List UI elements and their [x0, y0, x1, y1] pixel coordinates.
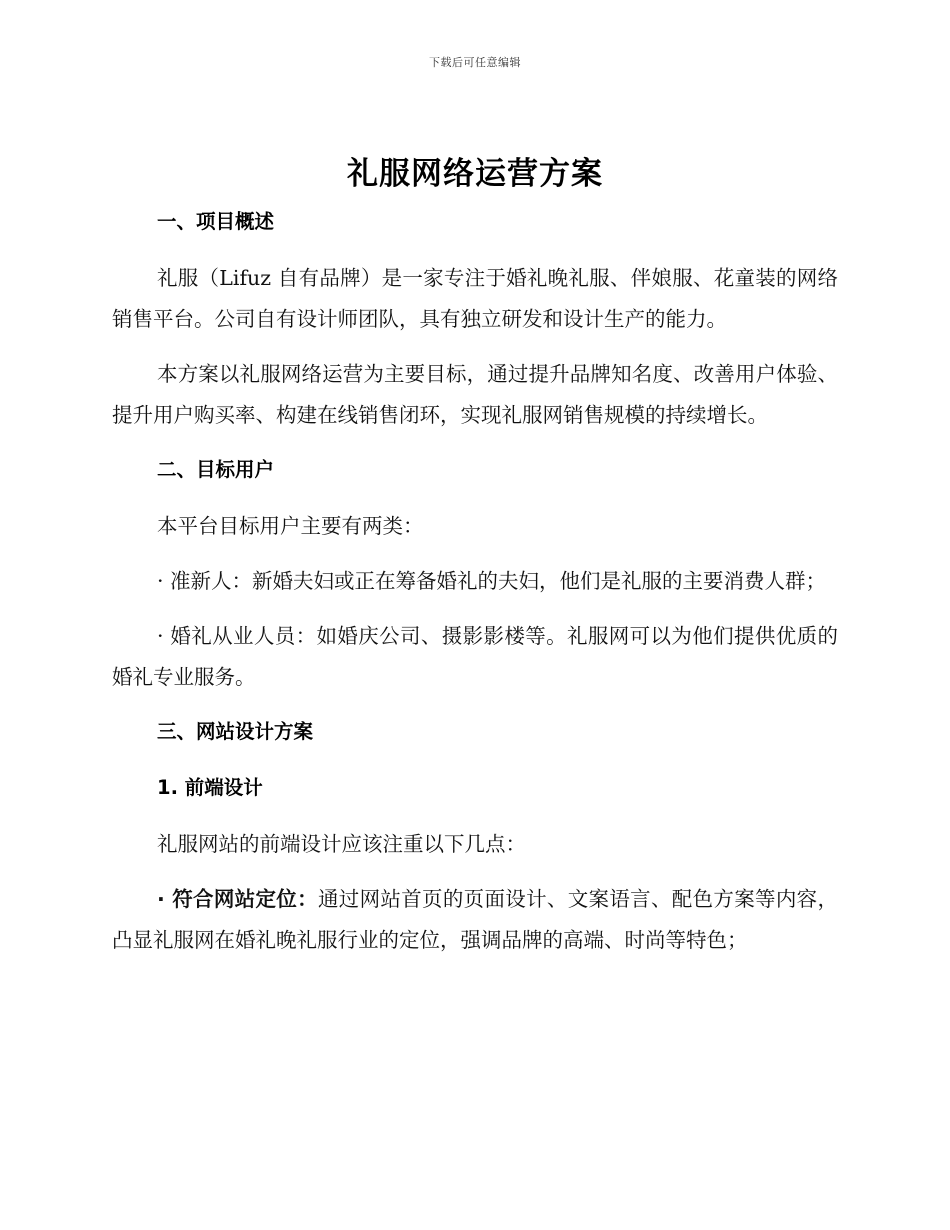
bullet-site-positioning-label: · 符合网站定位： [157, 887, 318, 911]
section-heading-overview: 一、项目概述 [157, 210, 275, 233]
section-heading-website-design: 三、网站设计方案 [157, 720, 314, 743]
paragraph-target-intro: 本平台目标用户主要有两类： [157, 514, 424, 538]
bullet-site-positioning-text: 通过网站首页的页面设计、文案语言、配色方案等内容，凸显礼服网在婚礼晚礼服行业的定位，强调品牌的高端、时尚等特色； [112, 887, 838, 952]
section-heading-target-users: 二、目标用户 [157, 458, 275, 481]
document-body [112, 200, 838, 961]
paragraph-frontend-intro: 礼服网站的前端设计应该注重以下几点： [157, 832, 526, 856]
header-note: 下载后可任意编辑 [429, 56, 521, 69]
paragraph-overview-1: 礼服（Lifuz 自有品牌）是一家专注于婚礼晚礼服、伴娘服、花童装的网络销售平台。公司自有设计师团队，具有独立研发和设计生产的能力。 [112, 266, 838, 331]
bullet-site-positioning [112, 879, 838, 961]
paragraph-overview-2: 本方案以礼服网络运营为主要目标，通过提升品牌知名度、改善用户体验、提升用户购买率、构建在线销售闭环，实现礼服网销售规模的持续增长。 [112, 362, 838, 427]
subheading-frontend-design: 1. 前端设计 [157, 776, 263, 799]
document-title: 礼服网络运营方案 [347, 156, 603, 192]
bullet-wedding-professionals: · 婚礼从业人员：如婚庆公司、摄影影楼等。礼服网可以为他们提供优质的婚礼专业服务。 [112, 624, 838, 689]
bullet-newlyweds: · 准新人：新婚夫妇或正在筹备婚礼的夫妇，他们是礼服的主要消费人群； [157, 569, 827, 593]
